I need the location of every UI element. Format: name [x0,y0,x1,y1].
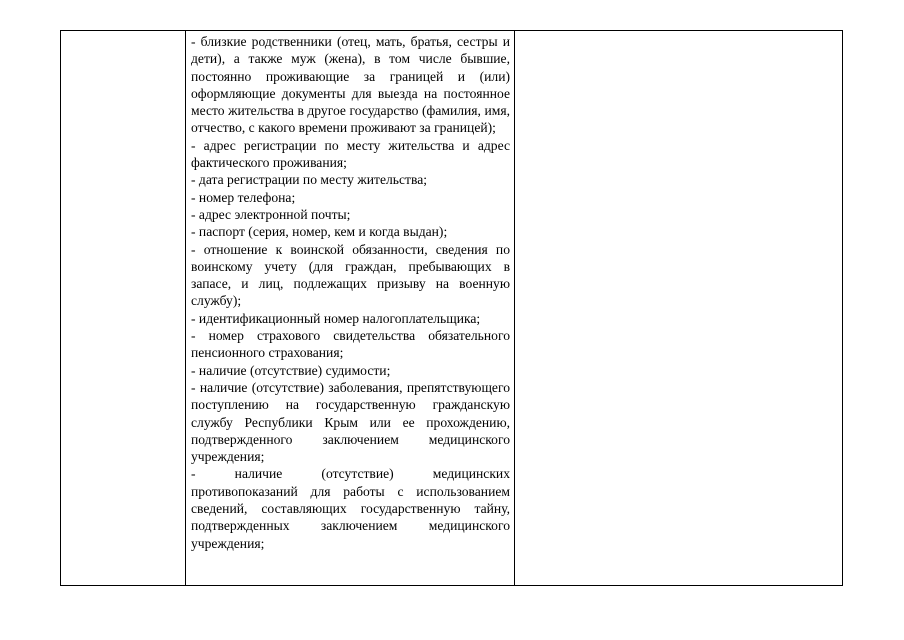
paragraph-criminal-record: - наличие (отсутствие) судимости; [191,362,391,378]
paragraph-registration-date: - дата регистрации по месту жительства; [191,172,428,188]
paragraph-passport: - паспорт (серия, номер, кем и когда выдан); [191,224,448,240]
middle-cell [186,31,515,586]
paragraph-phone: - номер телефона; [191,189,296,205]
paragraph-inn: - идентификационный номер налогоплательщика; [191,310,481,326]
paragraph-pension-insurance: - номер страхового свидетельства обязательного пенсионного страхования; [191,328,510,361]
paragraph-email: - адрес электронной почты; [191,206,351,222]
paragraph-disease: - наличие (отсутствие) заболевания, препятствующего поступлению на государственную гражданскую службу Республики Крым или ее прохождению, подтвержденного заключением медицинского учреждения; [191,379,510,465]
paragraph-address: - адрес регистрации по месту жительства и адрес фактического проживания; [191,137,510,171]
paragraph-military: - отношение к воинской обязанности, сведения по воинскому учету (для граждан, пребывающих в запасе, и лиц, подлежащих призыву на военную службу); [191,241,510,309]
paragraph-relatives-abroad: - близкие родственники (отец, мать, братья, сестры и дети), а также муж (жена), в том числе бывшие, постоянно проживающие за границей и (или) оформляющие документы для выезда на постоянное место жительства в другое государство (фамилия, имя, отчество, с какого времени проживают за границей); [191,34,510,136]
right-cell [515,31,843,586]
middle-cell-text [186,31,514,552]
table-row [61,31,843,586]
left-cell [61,31,186,586]
paragraph-medical-contraindications: - наличие (отсутствие) медицинских противопоказаний для работы с использованием сведений, составляющих государственную тайну, подтвержденных заключением медицинского учреждения; [191,466,510,551]
document-table [60,30,843,586]
